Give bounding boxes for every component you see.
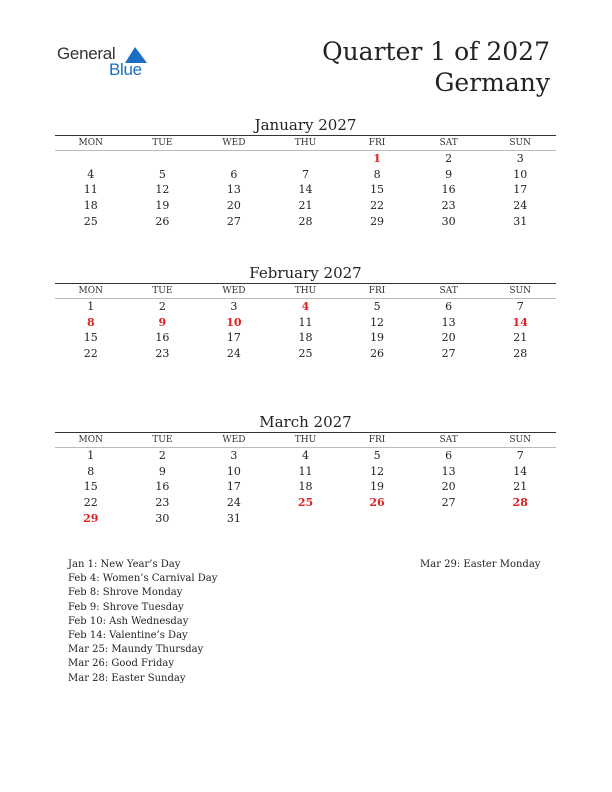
day-cell: 23 [155,496,170,510]
day-cell: 26 [370,347,385,361]
day-cell: 2 [445,152,453,165]
generalblue-logo [57,44,157,84]
holiday-day-cell: 14 [512,315,528,329]
weekday-label: WED [222,138,246,148]
day-cell: 17 [513,183,528,197]
holiday-day-cell: 1 [373,152,381,165]
day-cell: 8 [87,464,95,478]
weekday-label: TUE [152,435,173,445]
day-cell: 6 [445,449,453,462]
day-cell: 20 [441,331,456,345]
day-cell: 15 [370,183,385,197]
day-cell: 21 [298,199,313,213]
weekday-label: THU [294,435,317,445]
holiday-day-cell: 4 [301,300,310,313]
holiday-day-cell: 9 [158,315,167,329]
day-cell: 28 [513,347,528,361]
day-cell: 25 [298,347,313,361]
day-cell: 1 [87,449,95,462]
day-cell: 11 [83,183,98,197]
logo-text-blue: Blue [109,60,142,79]
week-row [55,346,556,362]
empty-day-cell [484,511,556,527]
empty-day-cell [341,511,413,527]
holiday-note: Feb 9: Shrove Tuesday [68,601,184,613]
day-cell: 5 [373,449,381,462]
logo-text-general: General [57,44,116,63]
day-cell: 16 [155,480,170,494]
day-cell: 14 [513,464,528,478]
holiday-day-cell: 26 [369,496,385,510]
day-cell: 29 [370,214,385,228]
month-title: March 2027 [259,413,352,431]
day-cell: 22 [83,496,98,510]
day-cell: 9 [445,167,453,181]
weekday-label: MON [78,138,104,148]
week-row [55,214,556,230]
day-cell: 16 [155,331,170,345]
day-cell: 7 [301,167,309,181]
weekday-label: WED [222,435,246,445]
day-cell: 18 [298,331,313,345]
week-row [55,182,556,198]
holiday-day-cell: 10 [226,315,242,329]
day-cell: 1 [87,300,95,313]
day-cell: 19 [370,331,385,345]
weekday-label: MON [78,286,104,296]
day-cell: 5 [373,300,381,313]
day-cell: 2 [158,300,166,313]
day-cell: 4 [87,167,95,181]
day-cell: 17 [226,480,241,494]
day-cell: 24 [226,496,241,510]
weekday-label: SAT [439,435,458,445]
month-calendar-february [55,263,556,362]
day-cell: 10 [226,464,241,478]
weekday-label: THU [294,138,317,148]
month-calendar-january [55,115,556,229]
day-cell: 23 [155,347,170,361]
week-row [55,479,556,495]
holiday-day-cell: 8 [86,315,95,329]
calendar-weeks [55,151,556,229]
day-cell: 11 [298,315,313,329]
day-cell: 19 [370,480,385,494]
weekday-label: FRI [368,286,386,296]
day-cell: 15 [83,331,98,345]
weekday-label: WED [222,286,246,296]
day-cell: 8 [373,167,381,181]
holiday-list-left [68,558,217,686]
day-cell: 12 [370,315,385,329]
holiday-note: Mar 28: Easter Sunday [68,672,186,684]
week-row [55,315,556,331]
holiday-day-cell: 28 [512,496,528,510]
week-row [55,464,556,480]
day-cell: 23 [441,199,456,213]
holiday-note: Mar 25: Maundy Thursday [68,644,204,656]
weekday-header [55,284,556,299]
weekday-label: SAT [439,138,458,148]
day-cell: 31 [226,511,241,525]
month-title: January 2027 [254,116,357,134]
day-cell: 30 [155,511,170,525]
day-cell: 6 [445,300,453,313]
day-cell: 17 [226,331,241,345]
day-cell: 22 [370,199,385,213]
day-cell: 2 [158,449,166,462]
day-cell: 20 [441,480,456,494]
holiday-day-cell: 25 [297,496,314,510]
weekday-label: SUN [509,435,532,445]
weekday-label: THU [294,286,317,296]
calendar-weeks [55,448,556,526]
empty-day-cell [413,511,485,527]
day-cell: 14 [298,183,313,197]
empty-day-cell [55,151,127,167]
empty-day-cell [270,151,342,167]
holiday-note: Feb 8: Shrove Monday [68,587,183,599]
page-title-quarter: Quarter 1 of 2027 [322,37,550,66]
week-row [55,167,556,183]
weekday-label: TUE [152,286,173,296]
day-cell: 3 [230,449,238,462]
weekday-label: FRI [368,435,386,445]
day-cell: 24 [226,347,241,361]
weekday-label: MON [78,435,104,445]
day-cell: 22 [83,347,98,361]
weekday-label: FRI [368,138,386,148]
day-cell: 30 [441,214,456,228]
day-cell: 19 [155,199,170,213]
day-cell: 3 [516,152,524,165]
week-row [55,151,556,167]
weekday-label: TUE [152,138,173,148]
week-row [55,448,556,464]
empty-day-cell [270,511,342,527]
day-cell: 31 [513,214,528,228]
day-cell: 11 [298,464,313,478]
holiday-note: Jan 1: New Year’s Day [68,559,181,570]
day-cell: 16 [441,183,456,197]
holiday-note: Mar 29: Easter Monday [420,559,541,570]
weekday-label: SUN [509,138,532,148]
day-cell: 21 [513,331,528,345]
week-row [55,299,556,315]
holiday-note: Feb 4: Women’s Carnival Day [68,573,218,585]
day-cell: 15 [83,480,98,494]
week-row [55,198,556,214]
holiday-note: Feb 14: Valentine’s Day [68,630,188,642]
day-cell: 3 [230,300,238,313]
day-cell: 6 [230,167,238,181]
weekday-header [55,433,556,448]
day-cell: 18 [83,199,98,213]
holiday-note: Mar 26: Good Friday [68,658,174,670]
empty-day-cell [198,151,270,167]
week-row [55,495,556,511]
day-cell: 27 [441,496,456,510]
weekday-header [55,136,556,151]
day-cell: 25 [83,214,98,228]
day-cell: 21 [513,480,528,494]
day-cell: 7 [516,449,524,462]
holiday-list-right [420,558,540,572]
day-cell: 13 [441,464,456,478]
day-cell: 27 [441,347,456,361]
month-calendar-march [55,412,556,526]
empty-day-cell [127,151,199,167]
day-cell: 7 [516,300,524,313]
week-row [55,330,556,346]
holiday-day-cell: 29 [83,511,99,525]
calendar-weeks [55,299,556,362]
day-cell: 12 [155,183,170,197]
day-cell: 24 [513,199,528,213]
day-cell: 13 [441,315,456,329]
day-cell: 26 [155,214,170,228]
day-cell: 9 [158,464,166,478]
day-cell: 20 [226,199,241,213]
month-title: February 2027 [249,264,362,282]
day-cell: 28 [298,214,313,228]
day-cell: 10 [513,167,528,181]
page-title-country: Germany [434,68,550,97]
day-cell: 5 [158,167,166,181]
day-cell: 12 [370,464,385,478]
day-cell: 4 [301,449,309,462]
week-row [55,511,556,527]
page-title [322,36,550,98]
day-cell: 18 [298,480,313,494]
weekday-label: SUN [509,286,532,296]
day-cell: 27 [226,214,241,228]
holiday-note: Feb 10: Ash Wednesday [68,615,189,627]
weekday-label: SAT [439,286,458,296]
day-cell: 13 [226,183,241,197]
